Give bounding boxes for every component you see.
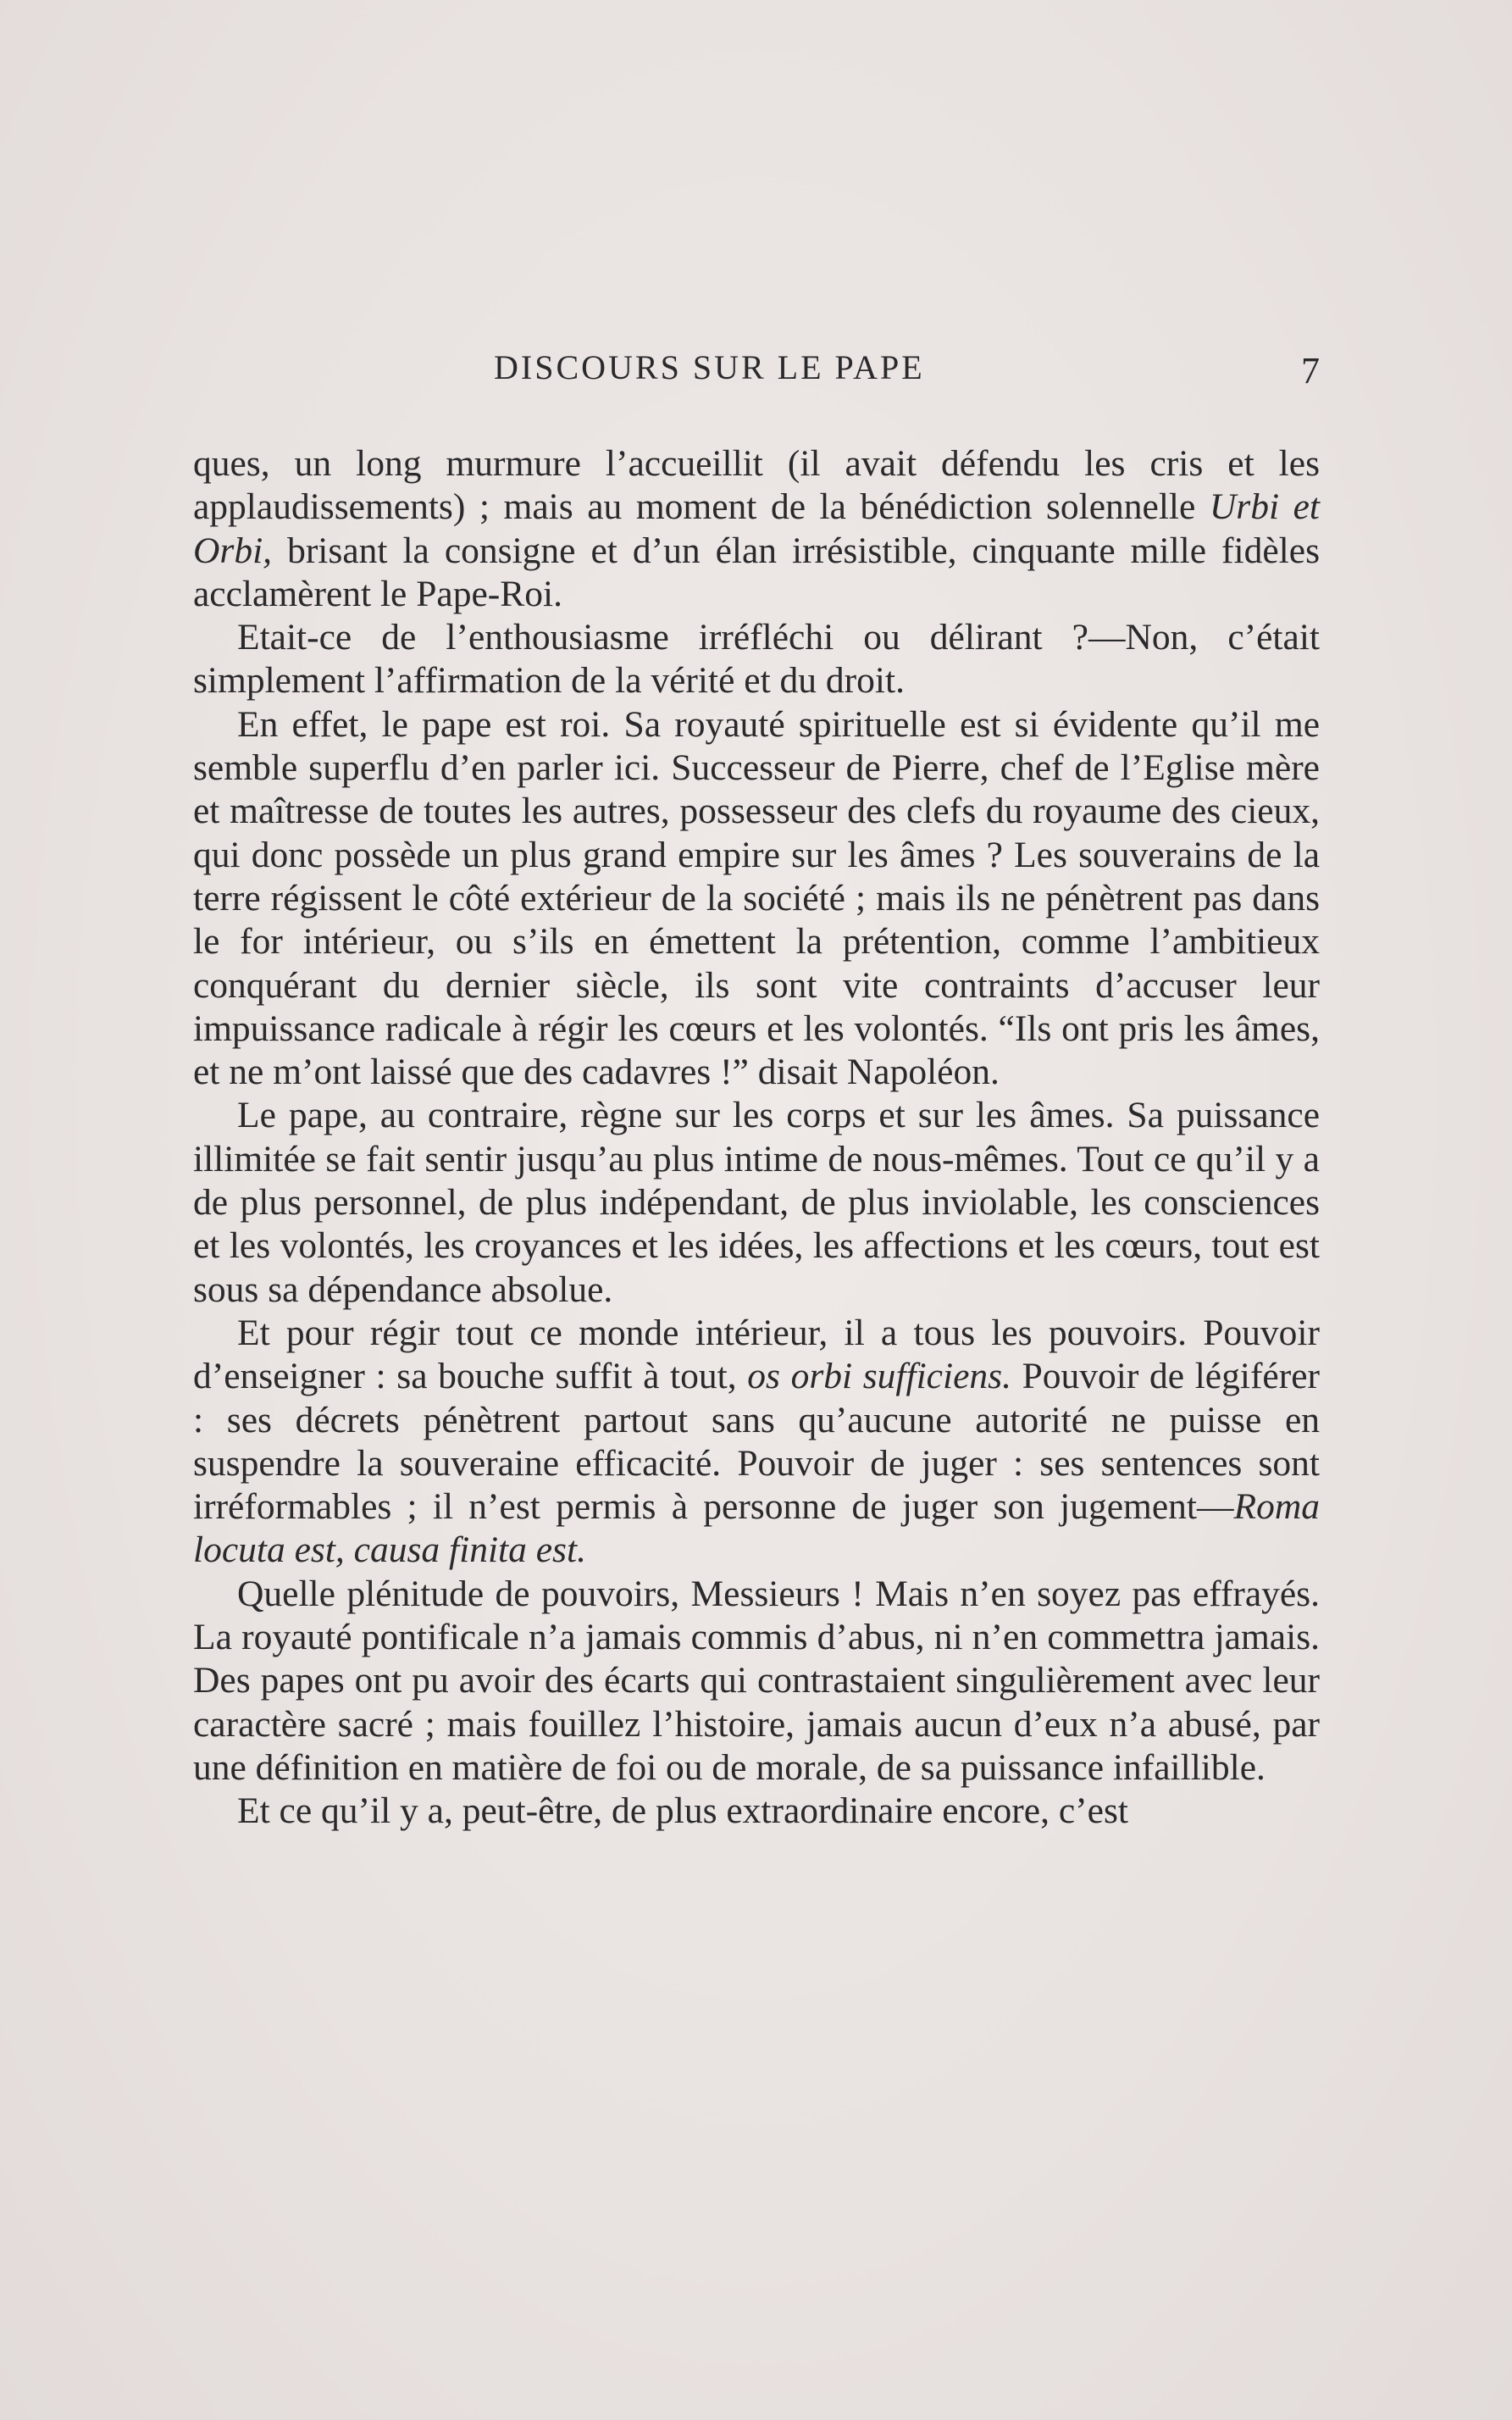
text-run: Pouvoir de légiférer : ses décrets pénètrent partout sans qu’aucune autorité ne puisse en suspendre la souveraine efficacité. Pouvoir de juger : ses sentences sont irréformables ; il n’est permis à personne de juger son jugement— [193,1356,1321,1528]
running-title: DISCOURS SUR LE PAPE [494,348,925,386]
paragraph [193,1573,1320,1790]
text-run: Et pour régir tout ce monde intérieur, il a tous les pouvoirs. Pouvoir d’enseigner : sa bouche suffit à tout, [193,1312,1320,1397]
text-run: En effet, le pape est roi. Sa royauté spirituelle est si évidente qu’il me semble superflu d’en parler ici. Successeur de Pierre, chef de l’Eglise mère et maîtresse de toutes les autres, possesseur des clefs du royaume des cieux, qui donc possède un plus grand empire sur les âmes ? Les souverains de la terre régissent le côté extérieur de la société ; mais ils ne pénètrent pas dans le for intérieur, ou s’ils en émettent la prétention, comme l’ambitieux conquérant du dernier siècle, ils sont vite contraints d’accuser leur impuissance radicale à régir les cœurs et les volontés. “Ils ont pris les âmes, et ne m’ont laissé que des cadavres !” disait Napoléon. [193,703,1320,1093]
italic-text: Urbi et Orbi, [193,486,1320,571]
paragraph [193,616,1320,703]
body-text [193,442,1320,1834]
text-run: ques, un long murmure l’accueillit (il avait défendu les cris et les applaudissements) ; mais au moment de la bénédiction solennelle [193,443,1320,528]
paragraph [193,1790,1320,1833]
text-run: Le pape, au contraire, règne sur les corps et sur les âmes. Sa puissance illimitée se fait sentir jusqu’au plus intime de nous-mêmes. Tout ce qu’il y a de plus personnel, de plus indépendant, de plus inviolable, les consciences et les volontés, les croyances et les idées, les affections et les cœurs, tout est sous sa dépendance absolue. [193,1095,1320,1310]
page-number: 7 [1301,350,1320,391]
paragraph [193,1312,1320,1573]
text-run: Quelle plénitude de pouvoirs, Messieurs ! Mais n’en soyez pas effrayés. La royauté pontificale n’a jamais commis d’abus, ni n’en commettra jamais. Des papes ont pu avoir des écarts qui contrastaient singulièrement avec leur caractère sacré ; mais fouillez l’histoire, jamais aucun d’eux n’a abusé, par une définition en matière de foi ou de morale, de sa puissance infaillible. [193,1573,1320,1788]
italic-text: os orbi sufficiens. [747,1356,1011,1397]
italic-text: Roma locuta est, causa finita est. [193,1486,1320,1571]
paragraph [193,1094,1320,1311]
paragraph [193,703,1320,1095]
paragraph [193,442,1320,616]
text-run: brisant la consigne et d’un élan irrésistible, cinquante mille fidèles acclamèrent le Pape-Roi. [193,530,1320,614]
page-header [193,339,1320,407]
text-run: Etait-ce de l’enthousiasme irréfléchi ou délirant ?—Non, c’était simplement l’affirmation de la vérité et du droit. [193,617,1320,702]
book-page [193,339,1320,1834]
text-run: Et ce qu’il y a, peut-être, de plus extraordinaire encore, c’est [237,1790,1128,1832]
